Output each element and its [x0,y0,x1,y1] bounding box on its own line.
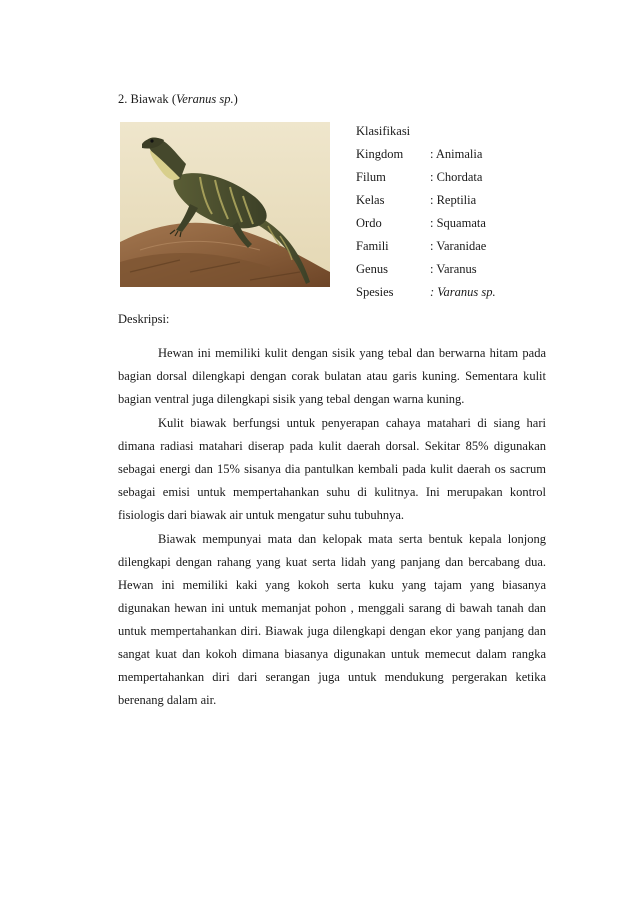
classification-key: Famili [356,239,389,253]
classification-row-kingdom [356,147,496,170]
classification-value: : Varanidae [430,239,487,253]
paragraph-text: Biawak mempunyai mata dan kelopak mata serta bentuk kepala lonjong dilengkapi dengan rahang yang kuat serta lidah yang panjang dan bercabang dua. Hewan ini memiliki kaki yang kokoh serta kuku yang tajam yang biasanya digunakan hewan ini untuk memanjat pohon , menggali sarang di bawah tanah dan untuk mempertahankan diri. Biawak juga dilengkapi dengan ekor yang panjang dan sangat kuat dan kokoh dimana biasanya digunakan untuk memecut dalam rangka mempertahankan diri dari serangan juga untuk mendukung pergerakan ketika berenang dalam air. [118,532,546,707]
description-label: Deskripsi: [118,312,170,326]
description-paragraph-1 [118,342,546,411]
section-name: Biawak [130,92,169,106]
classification-title: Klasifikasi [356,124,411,138]
classification-key: Spesies [356,285,394,299]
classification-row-genus [356,262,496,285]
section-number: 2. [118,92,128,106]
classification-row-famili [356,239,496,262]
section-latin-name: Veranus sp. [175,92,234,106]
classification-row-kelas [356,193,496,216]
classification-key: Kingdom [356,147,404,161]
classification-key: Filum [356,170,386,184]
section-heading: 2. Biawak (Veranus sp.) [118,92,238,106]
classification-value: : Varanus [430,262,477,276]
classification-row-filum [356,170,496,193]
classification-key: Ordo [356,216,382,230]
classification-value: : Animalia [430,147,483,161]
classification-row-ordo [356,216,496,239]
classification-value: : Varanus sp. [430,285,496,299]
classification-value: : Reptilia [430,193,477,207]
classification-key: Genus [356,262,388,276]
paragraph-text: Hewan ini memiliki kulit dengan sisik yang tebal dan berwarna hitam pada bagian dorsal dilengkapi dengan corak bulatan atau garis kuning. Sementara kulit bagian ventral juga dilengkapi sisik yang tebal dengan warna kuning. [118,346,546,406]
monitor-lizard-photo [120,122,330,287]
paragraph-text: Kulit biawak berfungsi untuk penyerapan cahaya matahari di siang hari dimana radiasi matahari diserap pada kulit daerah dorsal. Sekitar 85% digunakan sebagai energi dan 15% sisanya dia pantulkan kembali pada kulit daerah os sacrum sebagai emisi untuk mempertahankan suhu di kulitnya. Ini merupakan kontrol fisiologis dari biawak air untuk mengatur suhu tubuhnya. [118,416,546,522]
classification-value: : Chordata [430,170,483,184]
classification-row-spesies [356,285,496,308]
description-paragraph-3 [118,528,546,712]
description-paragraph-2 [118,412,546,527]
classification-table [356,124,496,308]
classification-value: : Squamata [430,216,486,230]
classification-key: Kelas [356,193,385,207]
